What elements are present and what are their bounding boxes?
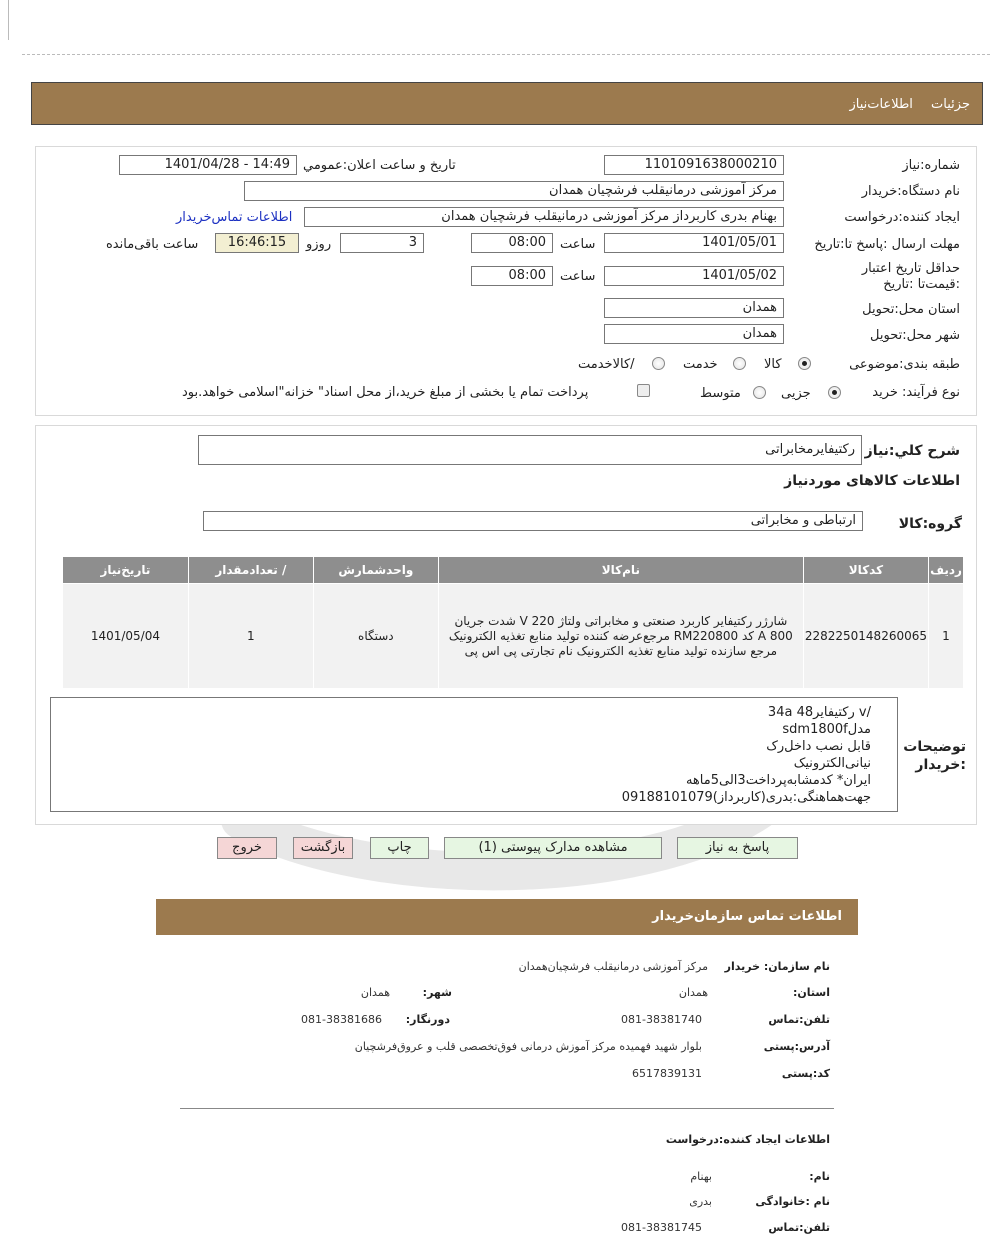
creator-info-title: اطلاعات ایجاد کننده:درخواست (665, 1133, 830, 1146)
cell-code: 2282250148260065 (804, 584, 928, 688)
cell-date: 1401/05/04 (63, 584, 188, 688)
remaining-time-field: 16:46:15 (215, 233, 299, 253)
col-name-header: نام‌کالا (439, 557, 803, 583)
creator-name-label: نام: (809, 1170, 830, 1183)
category-service-radio[interactable] (733, 357, 746, 370)
category-goods-service-radio[interactable] (652, 357, 665, 370)
col-unit-header: واحدشمارش (314, 557, 438, 583)
buyer-contact-bar (156, 899, 858, 935)
org-name-value: مرکز آموزشی درمانیقلب فرشچیان‌همدان (518, 960, 708, 973)
creator-family-label: نام :خانوادگی (755, 1195, 830, 1208)
category-goods-service-label: /کالاخدمت (578, 357, 635, 372)
process-minor-radio[interactable] (828, 386, 841, 399)
validity-time-label: ساعت (560, 269, 596, 284)
goods-group-label: گروه:کالا (898, 516, 962, 532)
contact-postal-value: 6517839131 (632, 1067, 702, 1080)
creator-family-value: بدری (689, 1195, 712, 1208)
creator-label: ایجاد کننده:درخواست (844, 210, 960, 225)
deadline-time-field: 08:00 (471, 233, 553, 253)
category-service-label: خدمت (683, 357, 718, 372)
deadline-label: مهلت ارسال :پاسخ تا:تاریخ (814, 237, 960, 252)
view-attachments-button[interactable]: مشاهده مدارک پیوستی (1) (444, 837, 662, 859)
days-label: روزو (306, 237, 332, 252)
buyer-contact-title: اطلاعات تماس سازمان‌خریدار (652, 909, 842, 924)
contact-province-label: استان: (793, 986, 830, 999)
contact-postal-label: کد:پستی (781, 1067, 830, 1080)
buyer-notes-label: توضیحات :خریدار (903, 739, 966, 773)
remaining-time-label: ساعت باقی‌مانده (106, 237, 199, 252)
items-table (62, 556, 964, 689)
back-button[interactable]: بازگشت (293, 837, 353, 859)
creator-phone-value: 081-38381745 (621, 1221, 702, 1234)
table-row (63, 584, 963, 688)
buyer-label: نام دستگاه:خریدار (861, 184, 960, 199)
province-label: استان محل:تحویل (862, 302, 960, 317)
announce-date-label: تاریخ و ساعت اعلان:عمومي (303, 158, 456, 173)
contact-address-value: بلوار شهید فهمیده مرکز آموزش درمانی فوق‌تخصصی قلب و عروق‌فرشچیان (354, 1040, 702, 1053)
page-left-rule (8, 0, 9, 40)
buyer-contact-link[interactable]: اطلاعات تماس‌خریدار (176, 210, 293, 225)
process-medium-radio[interactable] (753, 386, 766, 399)
breadcrumb-need-info[interactable]: اطلاعات‌نیاز (849, 97, 913, 112)
buyer-field: مرکز آموزشی درمانیقلب فرشچیان همدان (244, 181, 784, 201)
contact-city-label: شهر: (422, 986, 452, 999)
items-heading: اطلاعات کالاهای موردنیاز (784, 473, 960, 489)
days-remaining-field: 3 (340, 233, 424, 253)
deadline-date-field: 1401/05/01 (604, 233, 784, 253)
exit-button[interactable]: خروج (217, 837, 277, 859)
col-code-header: کدکالا (804, 557, 928, 583)
process-medium-label: متوسط (700, 386, 741, 401)
col-date-header: تاریخ‌نیاز (63, 557, 188, 583)
col-qty-header: / تعدادمقدار (189, 557, 313, 583)
print-button[interactable]: چاپ (370, 837, 429, 859)
deadline-time-label: ساعت (560, 237, 596, 252)
need-number-field: 1101091638000210 (604, 155, 784, 175)
validity-label: حداقل تاریخ اعتبار :قیمت‌تا :تاریخ (861, 261, 960, 292)
contact-phone-label: تلفن:تماس (768, 1013, 830, 1026)
org-name-label: نام سازمان: خریدار (724, 960, 830, 973)
province-field: همدان (604, 298, 784, 318)
creator-field: بهنام بدری کاربرداز مرکز آموزشی درمانیقلب فرشچیان همدان (304, 207, 784, 227)
general-description-label: شرح کلي:نیاز (864, 443, 960, 459)
city-field: همدان (604, 324, 784, 344)
cell-qty: 1 (189, 584, 313, 688)
validity-date-field: 1401/05/02 (604, 266, 784, 286)
category-goods-radio[interactable] (798, 357, 811, 370)
process-type-label: نوع فرآیند: خرید (872, 385, 960, 400)
col-row-header: ردیف (929, 557, 963, 583)
cell-unit: دستگاه (314, 584, 438, 688)
validity-time-field: 08:00 (471, 266, 553, 286)
contact-phone-value: 081-38381740 (621, 1013, 702, 1026)
items-table-header-row (63, 557, 963, 583)
announce-date-field: 1401/04/28 - 14:49 (119, 155, 297, 175)
general-description-field: رکتیفایرمخابراتی (198, 435, 862, 465)
creator-name-value: بهنام (690, 1170, 712, 1183)
contact-fax-value: 081-38381686 (301, 1013, 382, 1026)
goods-group-field: ارتباطی و مخابراتی (203, 511, 863, 531)
contact-address-label: آدرس:پستی (763, 1040, 830, 1053)
page-top-rule (22, 54, 990, 55)
category-goods-label: کالا (764, 357, 782, 372)
buyer-notes-field: /v رکتیفایر48 34a مدلsdm1800f قابل نصب داخل‌رک نیانی‌الکترونیک ایران* کدمشابه‌پرداخت3الی5ماهه جهت‌هماهنگی:بدری(کاربرداز)09188101079 (50, 697, 898, 812)
cell-name: شارژر رکتیفایر کاربرد صنعتی و مخابراتی ولتاژ 220 V شدت جریان 800 A کد RM220800 مرجع‌عرضه کننده تولید منابع تغذیه الکترونیک مرجع سازنده تولید منابع تغذیه الکترونیک نام تجارتی پی اس پی (439, 584, 803, 688)
treasury-payment-label: پرداخت تمام یا بخشی از مبلغ خرید،از محل اسناد" خزانه"اسلامی خواهد.بود (182, 385, 589, 400)
contact-province-value: همدان (678, 986, 708, 999)
need-number-label: شماره:نیاز (902, 158, 960, 173)
details-header-bar (31, 82, 983, 125)
contact-divider (180, 1108, 834, 1109)
contact-city-value: همدان (360, 986, 390, 999)
category-label: طبقه بندی:موضوعی (849, 357, 960, 372)
process-minor-label: جزیی (781, 386, 811, 401)
breadcrumb-details[interactable]: جزئیات (931, 97, 970, 112)
city-label: شهر محل:تحویل (870, 328, 960, 343)
treasury-payment-checkbox[interactable] (637, 384, 650, 397)
reply-to-need-button[interactable]: پاسخ به نیاز (677, 837, 798, 859)
creator-phone-label: تلفن:تماس (768, 1221, 830, 1234)
cell-row: 1 (929, 584, 963, 688)
contact-fax-label: دورنگار: (405, 1013, 450, 1026)
